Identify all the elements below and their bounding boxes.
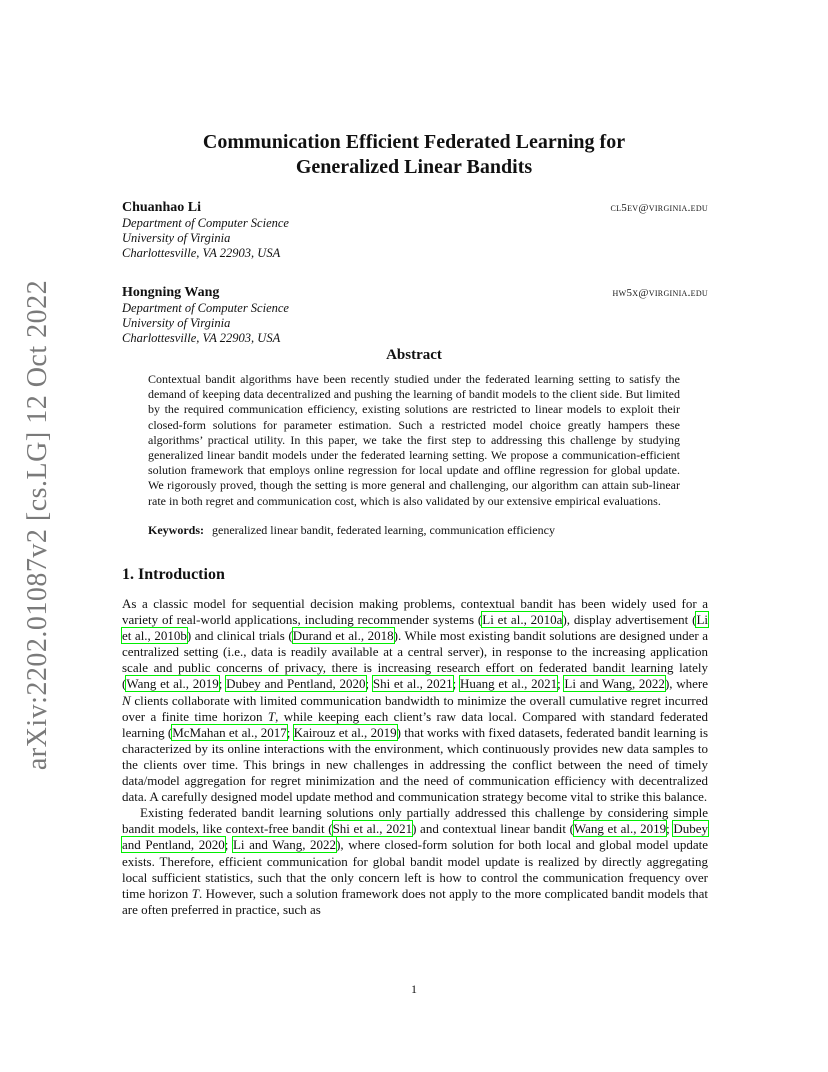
arxiv-identifier-text: arXiv:2202.01087v2 [cs.LG] 12 Oct 2022 [22, 279, 54, 771]
text-run: As a classic model for sequential decision making problems, contextual bandit has been widely used for a variety of real-world applications, including recommender systems ( [122, 596, 708, 628]
section-heading-introduction: 1. Introduction [122, 566, 225, 583]
citation-link[interactable]: Li and Wang, 2022 [564, 676, 665, 692]
text-run: ; [557, 676, 565, 692]
citation-link[interactable]: Dubey and Pentland, 2020 [122, 821, 709, 853]
author-address: Charlottesville, VA 22903, USA [122, 331, 281, 345]
citation-link[interactable]: Li and Wang, 2022 [232, 837, 337, 853]
math-variable: T [191, 885, 199, 901]
text-run: ; [365, 676, 373, 692]
text-run: ). While most existing bandit solutions are designed under a centralized setting (i.e., data is readily available at a central server), in response to the increasing application scale and public concerns of privacy, there is increasing research effort on federated bandit learning lately ( [122, 628, 708, 692]
text-run: Existing federated bandit learning solutions only partially addressed this challenge by considering simple bandit models, like context-free bandit ( [122, 805, 708, 837]
author-name: Hongning Wang [122, 285, 220, 300]
text-run: ; [224, 837, 233, 853]
text-run: ), where [664, 676, 708, 692]
citation-link[interactable]: Wang et al., 2019 [573, 821, 667, 837]
citation-link[interactable]: Li et al., 2010b [122, 612, 708, 644]
text-run: ), display advertisement ( [562, 612, 697, 628]
text-run: , while keeping each client’s raw data local. Compared with standard federated learning ( [122, 708, 708, 740]
introduction-body [122, 596, 708, 918]
paper-title [0, 130, 828, 180]
author-email[interactable]: cl5ev@virginia.edu [610, 202, 708, 214]
citation-link[interactable]: Li et al., 2010a [482, 612, 563, 628]
paragraph-1 [122, 596, 708, 805]
author-block-1 [122, 200, 708, 261]
abstract-heading: Abstract [386, 347, 442, 363]
author-university: University of Virginia [122, 316, 231, 330]
citation-link[interactable]: McMahan et al., 2017 [172, 724, 287, 740]
text-run: ; [452, 676, 460, 692]
text-run: ) that works with fixed datasets, federated bandit learning is characterized by its online interactions with the environment, which continuously provides new data samples to the clients over time. This brings in new challenges in addressing the conflict between the need of timely data/model aggregation for regret minimization and the need of communication efficiency with decentralized data. A carefully designed model update method and communication strategy become vital to strike this balance. [122, 724, 708, 805]
author-department: Department of Computer Science [122, 216, 289, 230]
math-variable: N [122, 692, 131, 708]
citation-link[interactable]: Wang et al., 2019 [126, 676, 219, 692]
math-variable: T [267, 708, 276, 724]
title-line-1: Communication Efficient Federated Learning for [202, 131, 626, 153]
text-run: . However, such a solution framework does not apply to the more complicated bandit models that are often preferred in practice, such as [122, 885, 708, 917]
citation-link[interactable]: Shi et al., 2021 [332, 821, 413, 837]
author-block-2 [122, 285, 708, 346]
citation-link[interactable]: Huang et al., 2021 [459, 676, 558, 692]
text-run: ; [286, 724, 294, 740]
author-name: Chuanhao Li [122, 200, 201, 215]
paragraph-2 [122, 805, 708, 918]
citation-link[interactable]: Dubey and Pentland, 2020 [226, 676, 366, 692]
page-number: 1 [411, 982, 417, 996]
citation-link[interactable]: Shi et al., 2021 [372, 676, 453, 692]
keywords [148, 523, 680, 538]
text-run: ) and clinical trials ( [186, 628, 293, 644]
keywords-label: Keywords: [148, 523, 204, 537]
text-run: ), where closed-form solution for both local and global model update exists. Therefore, efficient communication for global bandit model update is realized by directly aggregating local sufficient statistics, such that the only concern left is how to control the communication frequency over time horizon [122, 837, 709, 901]
author-address: Charlottesville, VA 22903, USA [122, 246, 281, 260]
citation-link[interactable]: Kairouz et al., 2019 [293, 724, 397, 740]
author-department: Department of Computer Science [122, 301, 289, 315]
text-run: clients collaborate with limited communication bandwidth to minimize the overall cumulative regret incurred over a finite time horizon [122, 692, 708, 724]
text-run: ; [218, 676, 227, 692]
author-email[interactable]: hw5x@virginia.edu [612, 287, 708, 299]
author-university: University of Virginia [122, 231, 231, 245]
text-run: ; [666, 821, 674, 837]
keywords-text: generalized linear bandit, federated learning, communication efficiency [212, 523, 555, 537]
citation-link[interactable]: Durand et al., 2018 [292, 628, 394, 644]
text-run: ) and contextual linear bandit ( [412, 821, 574, 837]
abstract-text: Contextual bandit algorithms have been recently studied under the federated learning setting to satisfy the demand of keeping data decentralized and pushing the learning of bandit models to the client side. But limited by the required communication efficiency, existing solutions are restricted to linear models to exploit their closed-form solutions for parameter estimation. Such a restricted model choice greatly hampers these algorithms’ practical utility. In this paper, we take the first step to addressing this challenge by studying generalized linear bandit models under the federated learning setting. We propose a communication-efficient solution framework that employs online regression for local update and offline regression for global update. We rigorously proved, though the setting is more general and challenging, our algorithm can attain sub-linear rate in both regret and communication cost, which is also validated by our extensive empirical evaluations. [148, 372, 680, 508]
title-line-2: Generalized Linear Bandits [295, 156, 533, 178]
